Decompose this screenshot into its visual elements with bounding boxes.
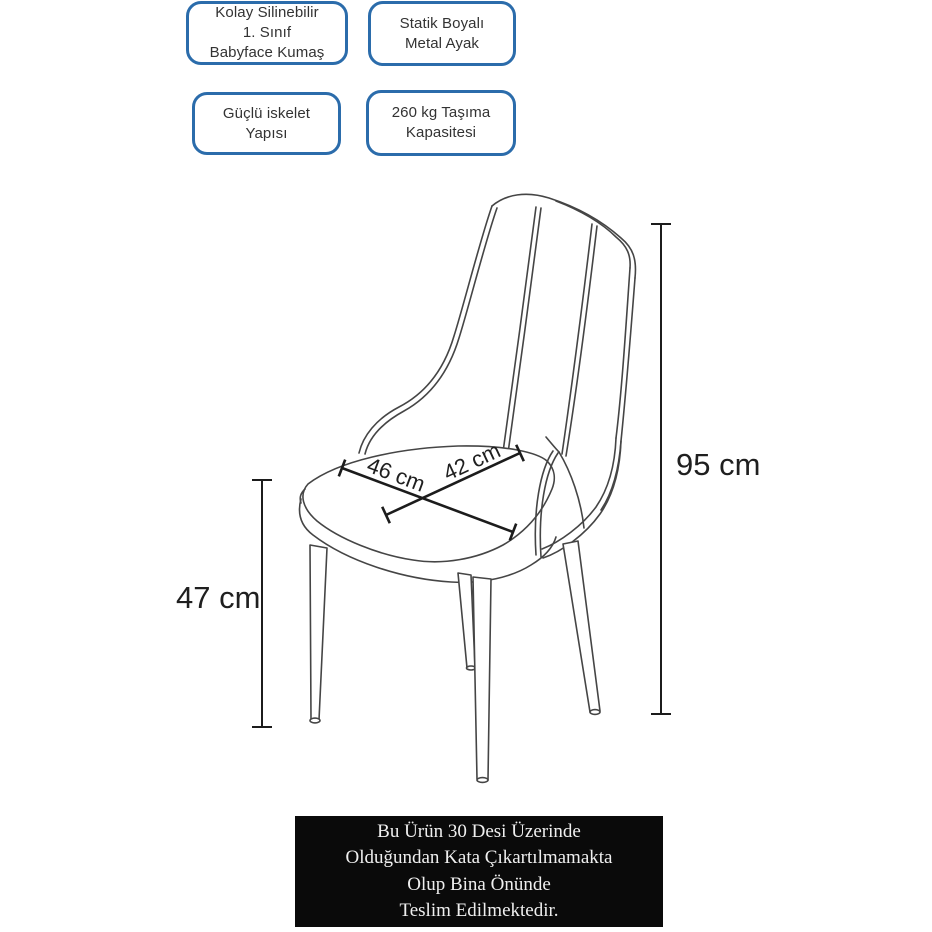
seat-height-label: 47 cm	[176, 580, 261, 615]
delivery-notice	[295, 816, 663, 927]
badge-line: Metal Ayak	[404, 34, 480, 52]
badge-line: Babyface Kumaş	[209, 43, 325, 61]
badge-line: Statik Boyalı	[399, 14, 485, 32]
badge-line: Kapasitesi	[405, 124, 477, 141]
delivery-notice-line: Olup Bina Önünde	[407, 873, 551, 895]
badge-line: Yapısı	[245, 124, 288, 142]
chair-seat	[300, 446, 557, 582]
dimension-line-total-height	[651, 224, 671, 714]
seat-width-label: 46 cm	[363, 452, 429, 497]
badge-line: Kolay Silinebilir	[215, 4, 319, 22]
total-height-label: 95 cm	[676, 447, 761, 482]
badge-line: 260 kg Taşıma	[391, 104, 491, 122]
chair-legs	[310, 541, 600, 782]
seat-depth-label: 42 cm	[439, 437, 505, 486]
badge-line: Güçlü iskelet	[222, 104, 311, 122]
delivery-notice-line: Bu Ürün 30 Desi Üzerinde	[377, 821, 581, 843]
badge-line: 1. Sınıf	[242, 24, 292, 42]
delivery-notice-line: Olduğundan Kata Çıkartılmamakta	[345, 847, 613, 869]
delivery-notice-line: Teslim Edilmektedir.	[399, 899, 559, 921]
